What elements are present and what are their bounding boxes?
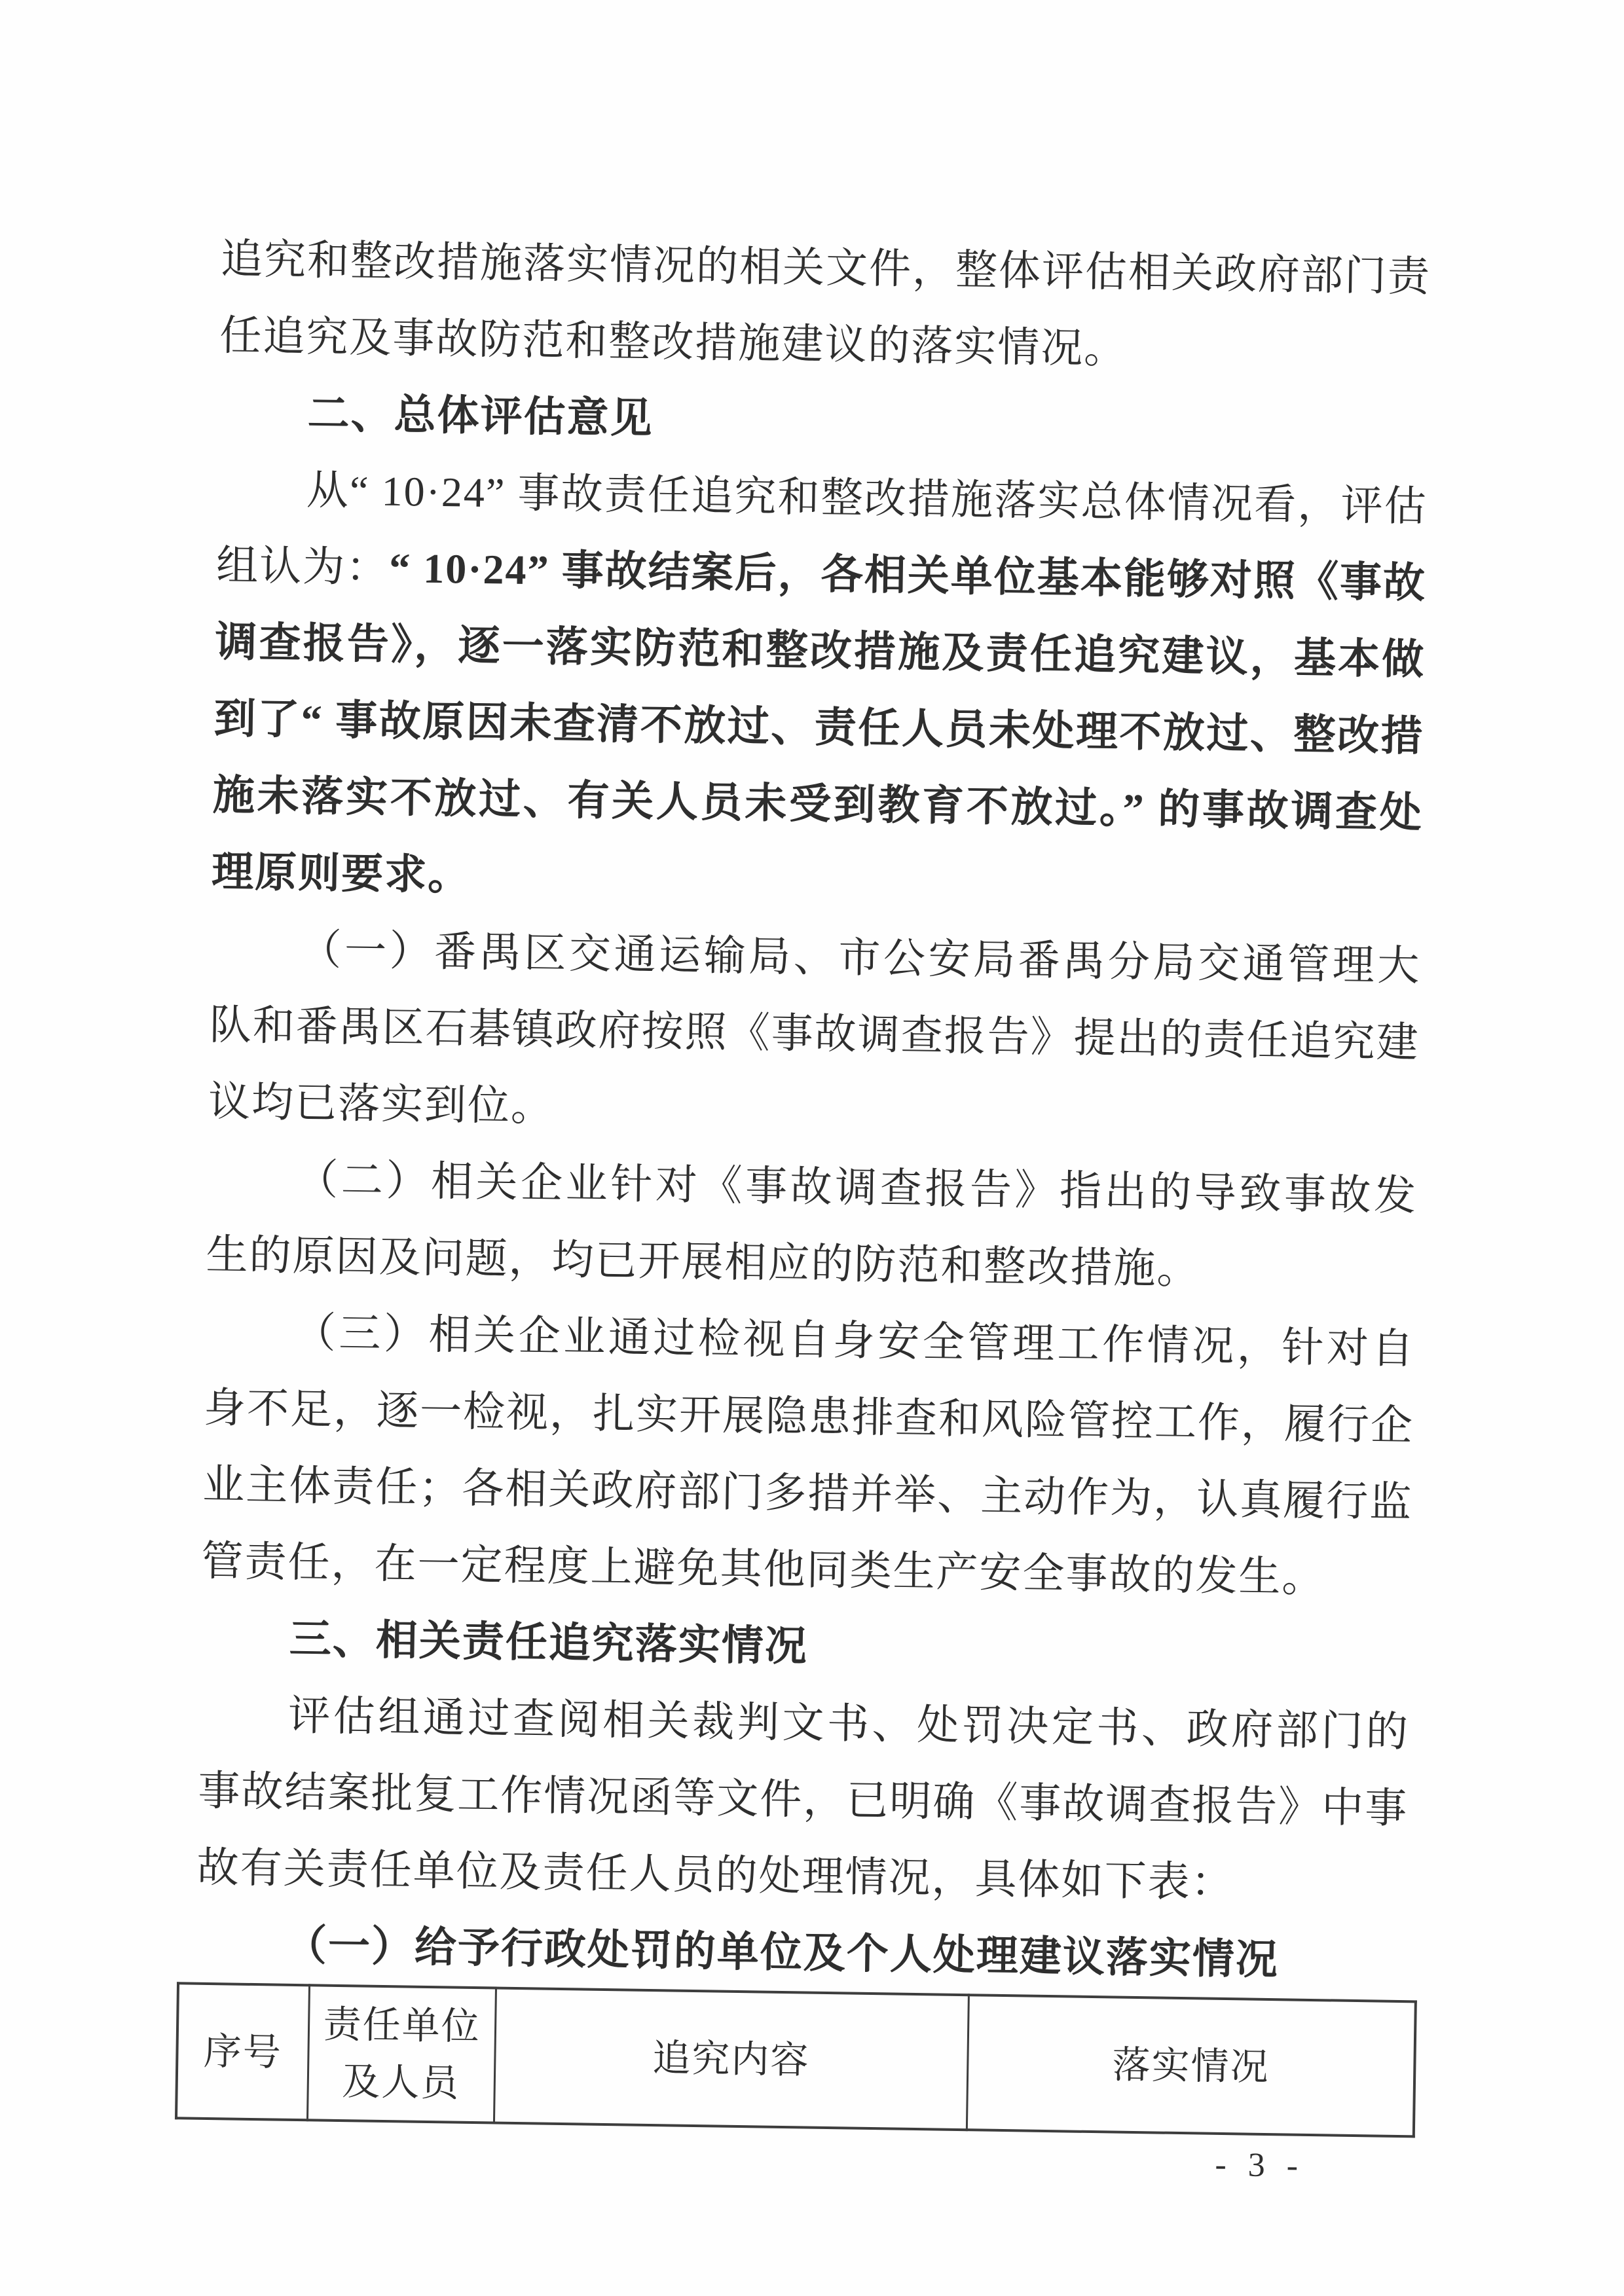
page-content [193,221,1431,2187]
text-segment: （三）相关企业通过检视自身安全管理工作情况，针对自身不足，逐一检视，扎实开展隐患排查和风险管控工作，履行企业主体责任；各相关政府部门多措并举、主动作为，认真履行监管责任，在一定程度上避免其他同类生产安全事故的发生。 [201,1309,1416,1601]
text-segment: 追究和整改措施落实情况的相关文件，整体评估相关政府部门责任追究及事故防范和整改措施建议的落实情况。 [219,235,1431,373]
bold-text-segment: 三、相关责任追究落实情况 [289,1615,809,1670]
paragraph [206,1140,1418,1311]
table-header-cell: 责任单位及人员 [307,1985,496,2123]
penalty-table [175,1982,1417,2138]
paragraph [219,221,1431,392]
bold-text-segment: （一）给予行政处罚的单位及个人处理建议落实情况 [284,1922,1280,1984]
table-header-cell: 追究内容 [494,1988,969,2130]
paragraph [211,450,1428,928]
bold-text-segment: 二、总体评估意见 [307,390,654,442]
paragraph [201,1293,1416,1617]
paragraph [208,910,1421,1157]
text-segment: （一）番禺区交通运输局、市公安局番禺分局交通管理大队和番禺区石碁镇政府按照《事故调查报告》提出的责任追究建议均已落实到位。 [208,926,1421,1130]
text-segment: 从“ 10·24” 事故责任追究和整改措施落实总体情况看，评估组认为： [215,466,1428,591]
bold-text-segment: “ 10·24” 事故结案后，各相关单位基本能够对照《事故调查报告》，逐一落实防范和整改措施及责任追究建议，基本做到了“ 事故原因未查清不放过、责任人员未处理不放过、整改措施未落实不放过、有关人员未受到教育不放过。” 的事故调查处理原则要求。 [211,544,1427,899]
page-number: - 3 - [1215,2145,1305,2185]
text-segment: 评估组通过查阅相关裁判文书、处罚决定书、政府部门的事故结案批复工作情况函等文件，已明确《事故调查报告》中事故有关责任单位及责任人员的处理情况，具体如下表： [196,1692,1410,1906]
table-header-cell: 落实情况 [967,1995,1416,2136]
table-header-cell: 序号 [176,1983,309,2120]
table-header-row [176,1983,1416,2136]
text-segment: （二）相关企业针对《事故调查报告》指出的导致事故发生的原因及问题，均已开展相应的防范和整改措施。 [206,1156,1418,1293]
body-text [195,221,1431,2000]
paragraph [196,1676,1410,1923]
